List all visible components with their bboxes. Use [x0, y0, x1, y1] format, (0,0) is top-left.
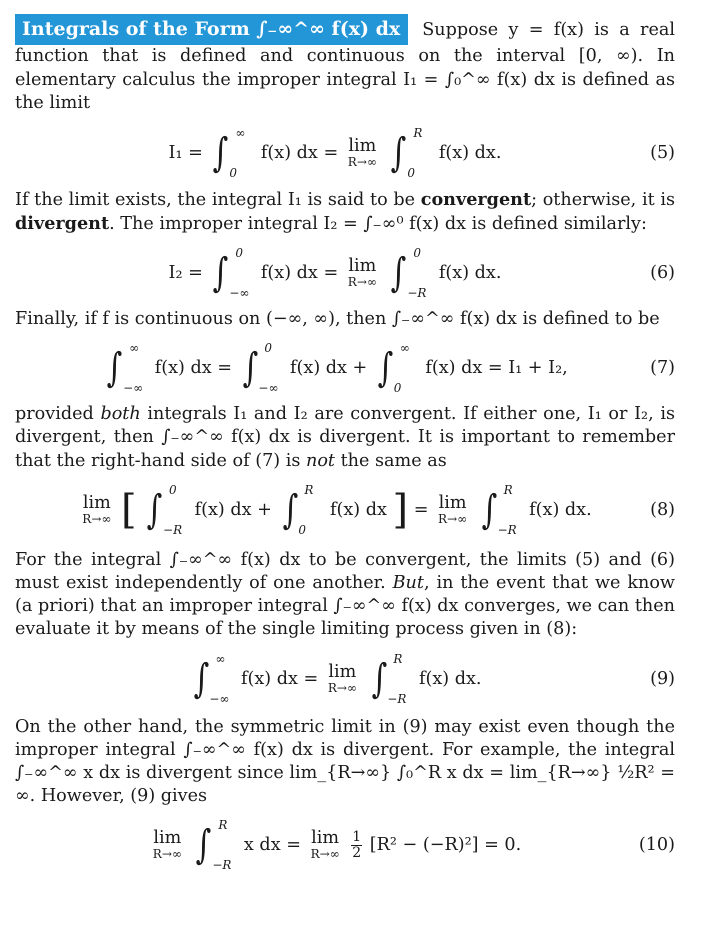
lim-sub: R→∞ [347, 274, 377, 289]
limit-operator [348, 257, 377, 289]
integral-sign: ∫ [213, 129, 229, 176]
upper-limit: R [218, 818, 228, 833]
left-bracket: [ [120, 486, 137, 533]
paragraph-5 [15, 549, 675, 642]
p4-text-a: provided [15, 404, 101, 425]
limit-operator [328, 663, 357, 695]
p5-text-a: For the integral ∫₋∞^∞ f(x) dx to be convergent, the limits (5) and (6) must exist independently of one another. [15, 549, 675, 593]
eq9-term-1: f(x) dx = [240, 668, 319, 689]
upper-limit: R [413, 125, 423, 140]
lower-limit: −R [407, 285, 427, 300]
eq9-term-2: f(x) dx. [418, 668, 482, 689]
emphasis-both: both [100, 404, 141, 425]
upper-limit: 0 [235, 245, 243, 260]
integral-limits [387, 651, 413, 706]
equation-5 [15, 122, 675, 184]
lim-text: lim [348, 135, 377, 156]
paragraph-2 [15, 188, 675, 236]
upper-limit: 0 [169, 482, 177, 497]
integral-limits [258, 341, 284, 396]
equation-9 [15, 648, 675, 710]
integral-sign: ∫ [193, 655, 209, 702]
upper-limit: R [503, 482, 513, 497]
document-page [15, 14, 675, 876]
eq7-term-1: f(x) dx = [154, 358, 232, 379]
lim-text: lim [82, 492, 111, 513]
equation-number: (9) [650, 668, 675, 689]
upper-limit: R [304, 482, 314, 497]
equation-number: (6) [650, 262, 675, 283]
integral-sign: ∫ [146, 486, 163, 533]
upper-limit: ∞ [215, 651, 226, 666]
lower-limit: −R [387, 691, 407, 706]
denominator: 2 [352, 844, 362, 861]
paragraph-1-text: Suppose y = f(x) is a real function that is defined and continuous on the interval [0, ∞). In elementary calculus the improper integral I₁ = ∫₀^∞ f(x) dx is defined as the limit [15, 20, 675, 113]
lim-sub: R→∞ [310, 847, 340, 862]
upper-limit: ∞ [235, 125, 246, 140]
integral-limits [298, 482, 324, 537]
lim-sub: R→∞ [82, 511, 112, 526]
integral-sign: ∫ [371, 655, 387, 702]
fraction-one-half [351, 830, 362, 861]
integral-limits [212, 818, 238, 873]
eq8-term-1: f(x) dx + [194, 499, 272, 520]
p2-text-c: ; otherwise, it is [531, 189, 675, 210]
equation-10 [15, 814, 675, 876]
lower-limit: −∞ [123, 381, 144, 396]
eq7-term-3: f(x) dx = I₁ + I₂, [425, 358, 568, 379]
lower-limit: 0 [298, 522, 306, 537]
emphasis-but: But [392, 572, 424, 593]
equation-number: (7) [650, 358, 675, 379]
equation-8 [15, 479, 675, 541]
lower-limit: −R [212, 858, 232, 873]
limit-operator [348, 137, 377, 169]
equation-7 [15, 337, 675, 399]
emphasis-not: not [306, 450, 335, 471]
lim-text: lim [153, 828, 182, 849]
eq5-rhs: f(x) dx. [438, 142, 502, 163]
paragraph-4 [15, 403, 675, 473]
paragraph-3: Finally, if f is continuous on (−∞, ∞), then ∫₋∞^∞ f(x) dx is defined to be [15, 308, 660, 329]
lim-sub: R→∞ [152, 847, 182, 862]
upper-limit: ∞ [399, 341, 410, 356]
integral-sign: ∫ [213, 249, 229, 296]
limit-operator [82, 494, 111, 526]
lim-sub: R→∞ [347, 154, 377, 169]
integral-sign: ∫ [391, 129, 407, 176]
paragraph-intro [15, 14, 675, 116]
integral-sign: ∫ [106, 345, 123, 392]
integral-limits [229, 125, 255, 180]
integral-limits [407, 125, 433, 180]
limit-operator [438, 494, 467, 526]
eq6-rhs: f(x) dx. [438, 262, 502, 283]
section-heading: Integrals of the Form ∫₋∞^∞ f(x) dx [15, 14, 408, 45]
paragraph-6: On the other hand, the symmetric limit in (9) may exist even though the improper integral ∫₋∞^∞ f(x) dx is divergent. For example, the integral ∫₋∞^∞ x dx is divergent since lim_{R→∞} ∫₀^R x dx = lim_{R→∞} ½R² = ∞. However, (9) gives [15, 716, 675, 807]
eq8-term-3: f(x) dx. [529, 499, 592, 520]
integral-limits [123, 341, 149, 396]
lower-limit: 0 [229, 165, 237, 180]
eq10-term-2: [R² − (−R)²] = 0. [369, 835, 522, 856]
upper-limit: ∞ [129, 341, 140, 356]
eq6-lhs: I₂ = [168, 262, 203, 283]
lower-limit: 0 [407, 165, 415, 180]
p4-text-c: integrals I₁ and I₂ are convergent. If either one, I₁ or I₂, is divergent, then ∫₋∞^∞ f(x) dx is divergent. It is important to remember that the right-hand side of (7) is [15, 404, 675, 471]
integral-limits [393, 341, 420, 396]
numerator: 1 [352, 828, 362, 845]
p2-text-e: . The improper integral I₂ = ∫₋∞⁰ f(x) dx is defined similarly: [109, 213, 647, 234]
lim-text: lim [438, 492, 467, 513]
p2-text-a: If the limit exists, the integral I₁ is said to be [15, 189, 421, 210]
equation-number: (8) [650, 499, 675, 520]
equation-number: (5) [650, 142, 675, 163]
lower-limit: 0 [393, 381, 402, 396]
lower-limit: −∞ [229, 285, 250, 300]
integral-limits [209, 651, 235, 706]
eq6-mid: f(x) dx = [260, 262, 339, 283]
eq7-term-2: f(x) dx + [290, 358, 368, 379]
lim-text: lim [348, 255, 377, 276]
lim-text: lim [328, 661, 357, 682]
eq5-mid: f(x) dx = [260, 142, 339, 163]
equation-number: (10) [638, 835, 675, 856]
integral-limits [229, 245, 255, 300]
integral-sign: ∫ [391, 249, 407, 296]
upper-limit: R [393, 651, 403, 666]
integral-sign: ∫ [242, 345, 258, 392]
lim-sub: R→∞ [327, 680, 357, 695]
integral-limits [407, 245, 433, 300]
p4-text-e: the same as [335, 450, 447, 471]
integral-sign: ∫ [282, 486, 298, 533]
right-bracket: ] [392, 486, 409, 533]
integral-sign: ∫ [377, 345, 394, 392]
eq5-lhs: I₁ = [168, 142, 203, 163]
equals-sign: = [413, 499, 429, 520]
limit-operator [311, 829, 340, 861]
lim-text: lim [311, 828, 340, 849]
term-convergent: convergent [420, 188, 532, 210]
p5-text-c: , in the event that we know (a priori) that an improper integral ∫₋∞^∞ f(x) dx converges, we can then evaluate it by means of the single limiting process given in (8): [15, 572, 675, 640]
lower-limit: −R [163, 522, 183, 537]
lower-limit: −R [497, 522, 517, 537]
upper-limit: 0 [413, 245, 421, 260]
eq10-term-1: x dx = [243, 835, 301, 856]
lower-limit: −∞ [258, 381, 279, 396]
integral-limits [497, 482, 524, 537]
integral-limits [163, 482, 189, 537]
upper-limit: 0 [264, 341, 273, 356]
limit-operator [153, 829, 182, 861]
lim-sub: R→∞ [438, 511, 468, 526]
equation-6 [15, 242, 675, 304]
eq8-term-2: f(x) dx [329, 499, 387, 520]
integral-sign: ∫ [196, 822, 212, 869]
lower-limit: −∞ [209, 691, 230, 706]
integral-sign: ∫ [481, 486, 497, 533]
term-divergent: divergent [15, 212, 110, 234]
